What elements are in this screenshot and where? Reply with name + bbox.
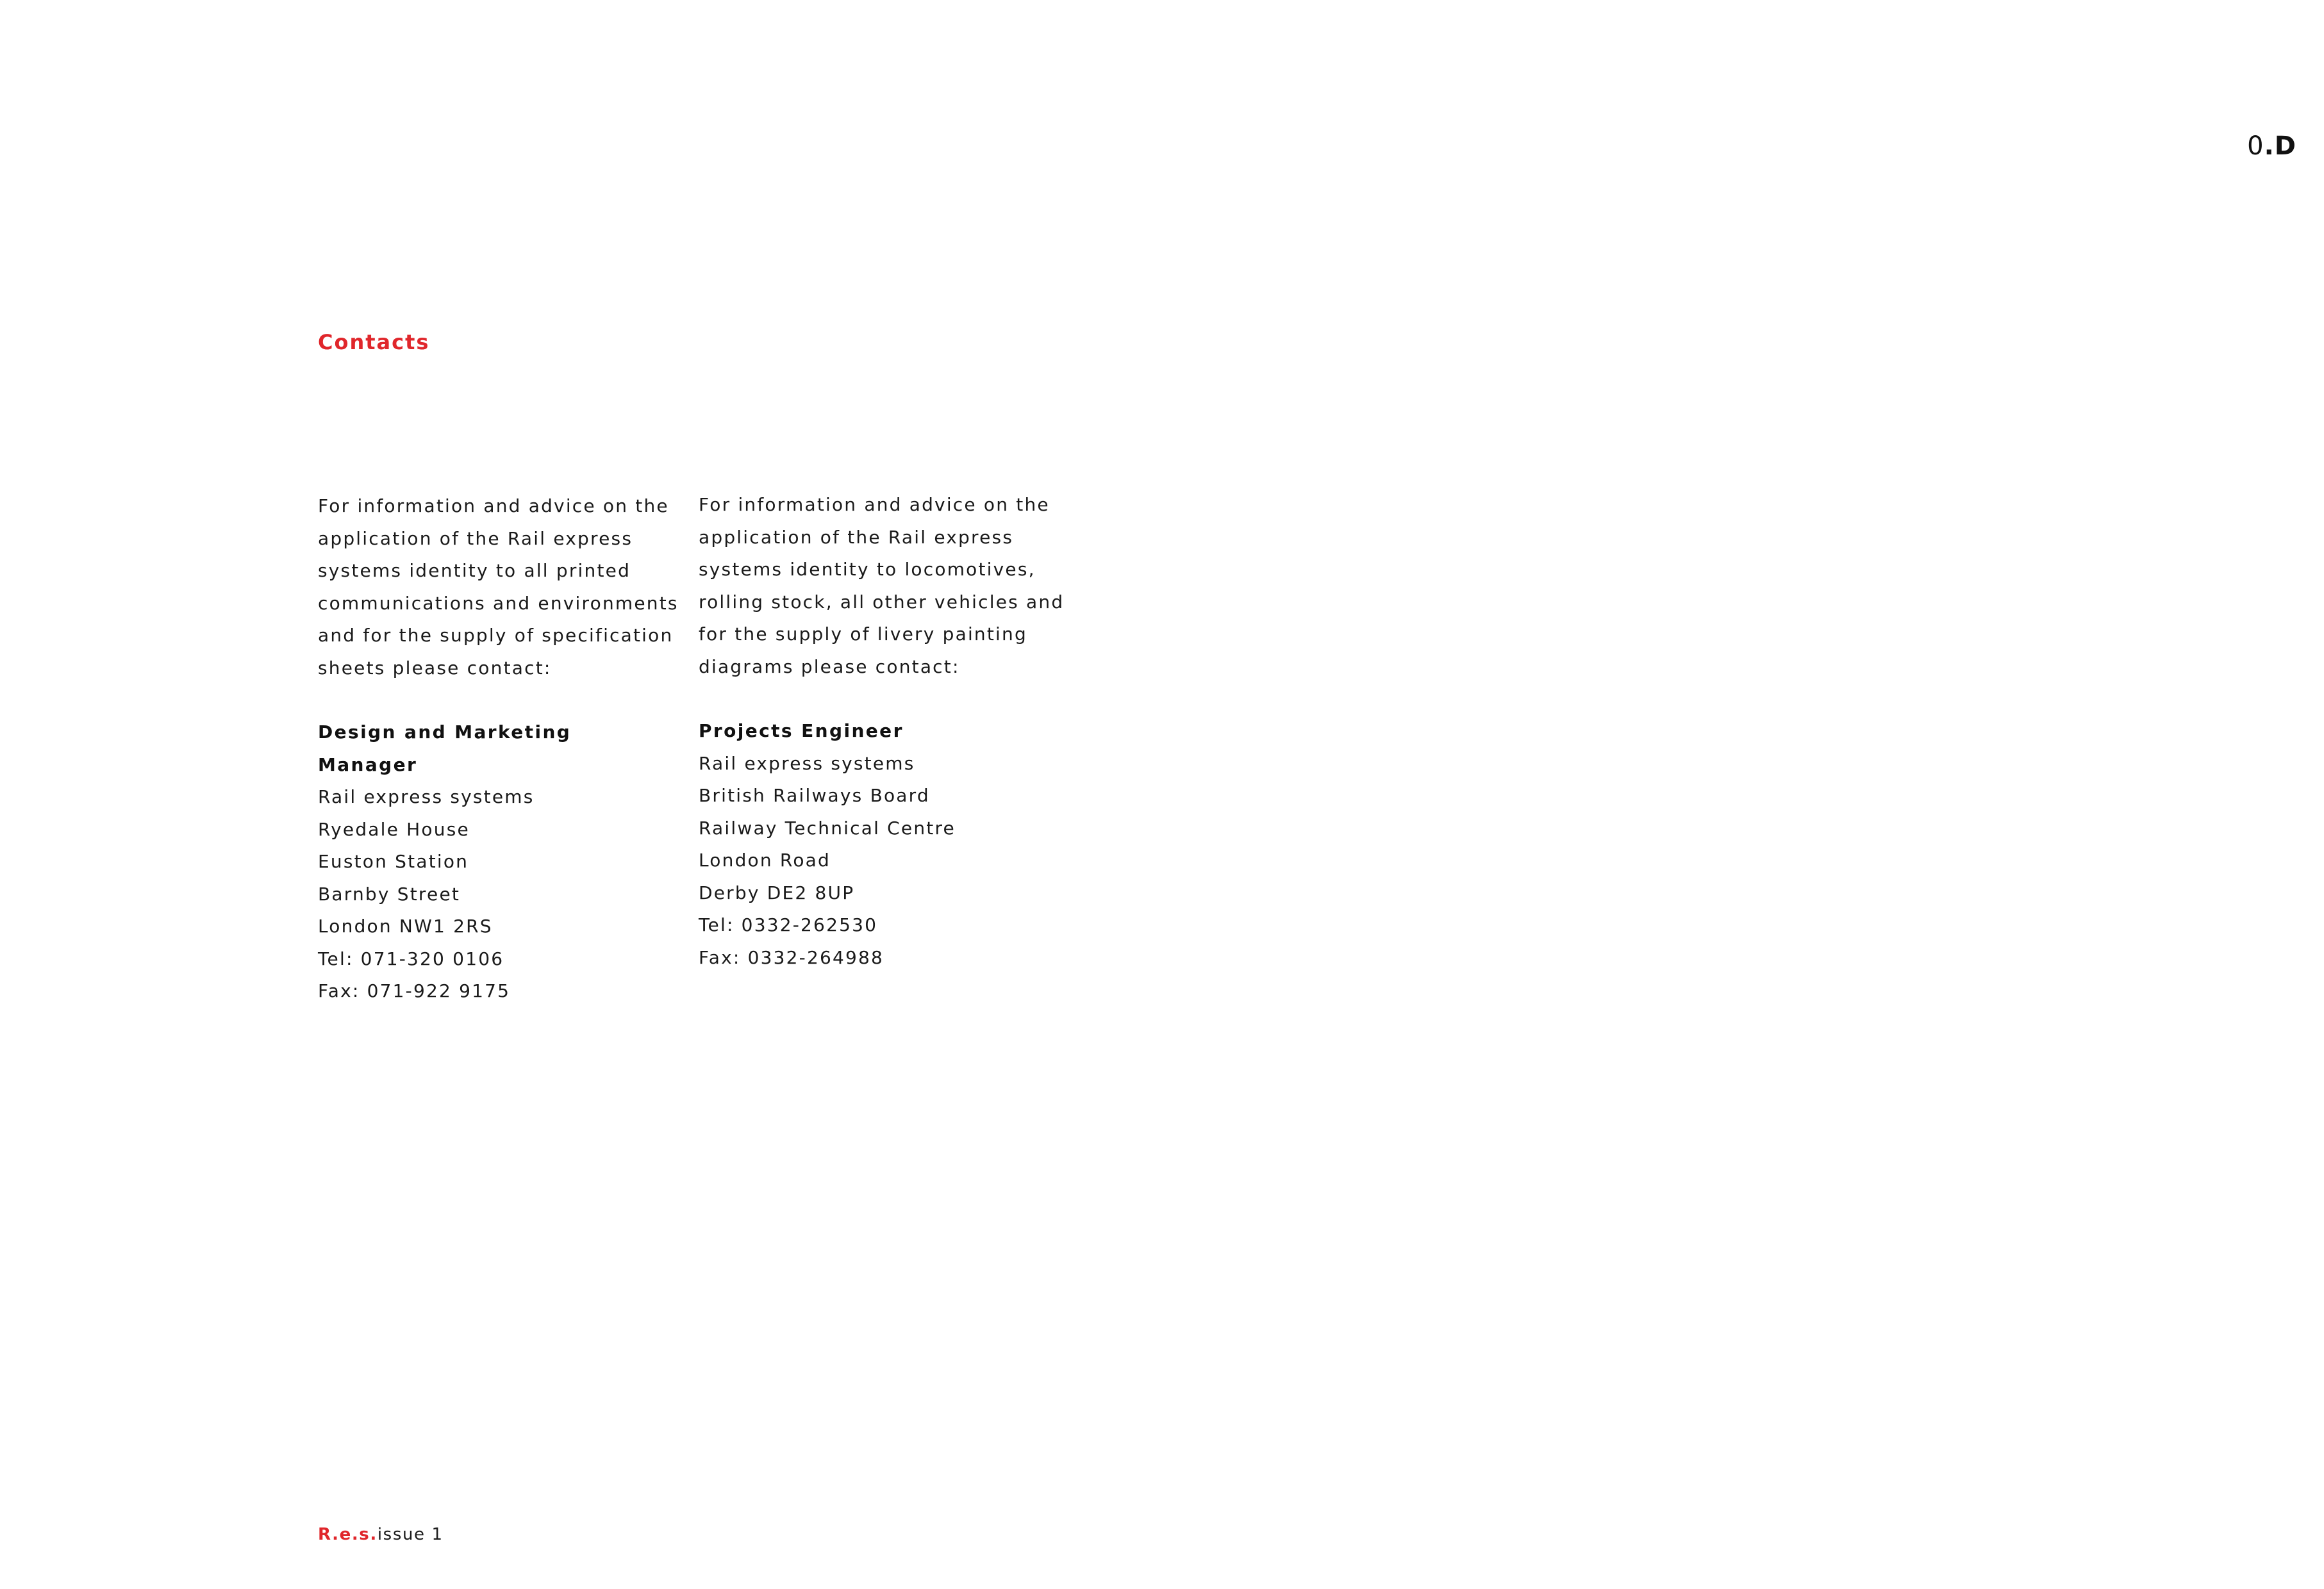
left-phone-line: Tel: 071-320 0106	[318, 948, 504, 969]
page-number	[2247, 133, 2296, 159]
right-address-line: British Railways Board	[699, 785, 930, 806]
right-address	[699, 748, 1032, 975]
left-intro-line: systems identity to all printed	[318, 560, 631, 581]
left-contact-column	[318, 490, 679, 1008]
left-address-line: Barnby Street	[318, 883, 461, 905]
left-address	[318, 781, 651, 1008]
right-phone-line: Tel: 0332-262530	[699, 914, 878, 935]
right-intro-paragraph	[699, 489, 1065, 683]
right-intro-line: application of the Rail express	[699, 526, 1014, 548]
left-intro-line: communications and environments	[318, 592, 679, 614]
right-contact-title	[699, 715, 1032, 748]
left-address-line: Rail express systems	[318, 786, 535, 807]
right-intro-line: rolling stock, all other vehicles and	[699, 591, 1065, 613]
left-address-line: London NW1 2RS	[318, 916, 493, 937]
left-address-line: Ryedale House	[318, 818, 470, 840]
left-title-line: Manager	[318, 753, 418, 775]
left-intro-line: sheets please contact:	[318, 657, 552, 679]
right-fax-line: Fax: 0332-264988	[699, 946, 884, 968]
left-intro-line: application of the Rail express	[318, 527, 633, 549]
page-number-letter: D	[2274, 131, 2296, 161]
right-intro-line: For information and advice on the	[699, 494, 1050, 515]
right-title-line: Projects Engineer	[699, 720, 904, 741]
left-intro-paragraph	[318, 490, 679, 684]
right-intro-line: for the supply of livery painting	[699, 623, 1027, 645]
left-title-line: Design and Marketing	[318, 721, 572, 743]
left-fax-line: Fax: 071-922 9175	[318, 980, 511, 1001]
right-address-line: Derby DE2 8UP	[699, 882, 855, 903]
left-intro-line: For information and advice on the	[318, 495, 669, 516]
right-address-line: London Road	[699, 850, 831, 871]
footer-issue: issue 1	[377, 1525, 444, 1544]
left-contact-title	[318, 716, 651, 781]
right-contact-column	[699, 489, 1065, 974]
left-address-line: Euston Station	[318, 851, 469, 872]
right-intro-line: diagrams please contact:	[699, 655, 960, 677]
right-address-line: Railway Technical Centre	[699, 817, 956, 839]
right-address-line: Rail express systems	[699, 752, 915, 774]
footer	[318, 1525, 444, 1545]
footer-brand: R.e.s.	[318, 1525, 378, 1544]
section-title: Contacts	[318, 330, 430, 354]
page-number-dot: .	[2264, 131, 2275, 161]
right-intro-line: systems identity to locomotives,	[699, 559, 1036, 580]
left-intro-line: and for the supply of specification	[318, 625, 674, 646]
page-number-num: 0	[2247, 131, 2264, 161]
